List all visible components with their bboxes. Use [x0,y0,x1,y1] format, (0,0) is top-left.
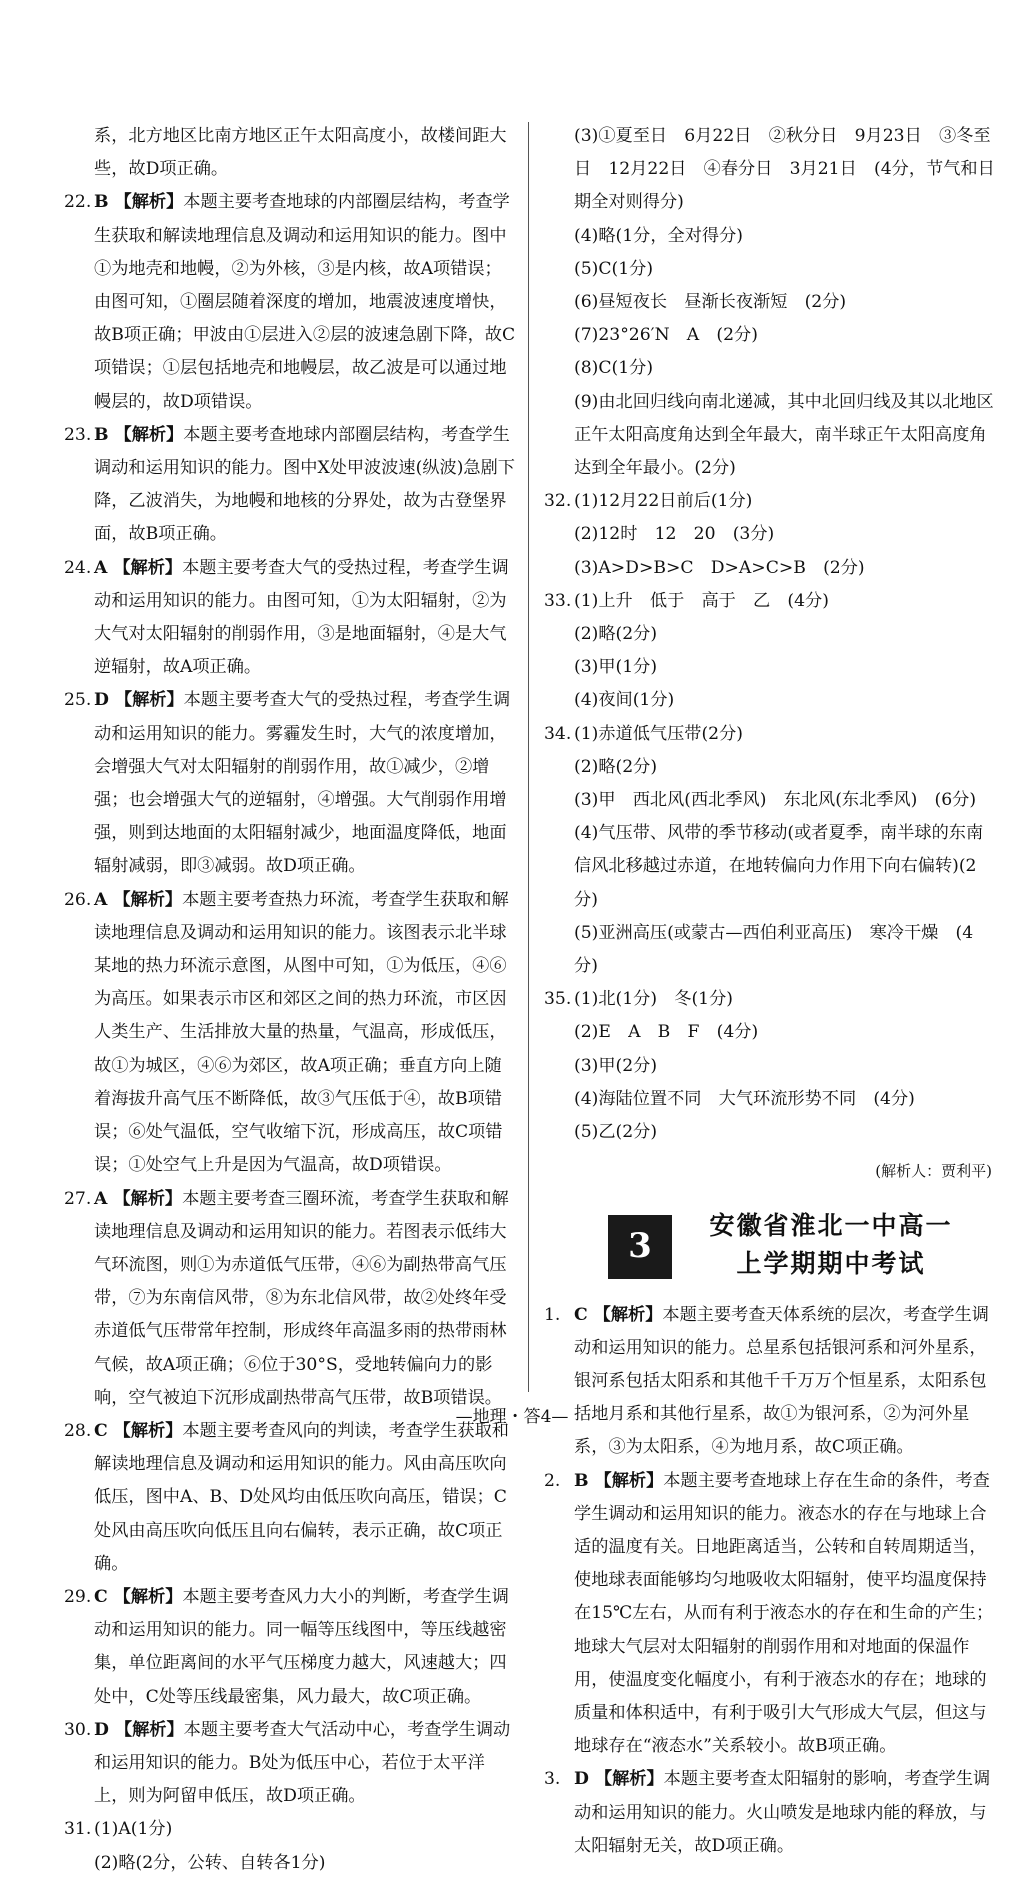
answer-label: C 【解析】 [94,1586,183,1607]
answer-item [544,983,996,1016]
question-number: 26. [64,889,92,910]
right-column [544,120,996,1863]
answer-item [64,1415,516,1581]
section-answer-list [544,1299,996,1863]
answer-text: (8)C(1分) [574,358,654,379]
answer-text: 本题主要考查天体系统的层次，考查学生调动和运用知识的能力。总星系包括银河系和河外星系，银河系包括太阳系和其他千千万万个恒星系，太阳系包括地月系和其他行星系，故①为银河系，②为河外星系，③为太阳系，④为地月系，故C项正确。 [574,1304,989,1458]
question-number: 23. [64,424,92,445]
answer-item [544,1050,996,1083]
answer-label: D 【解析】 [94,1719,184,1740]
answer-text: 本题主要考查热力环流，考查学生获取和解读地理信息及调动和运用知识的能力。该图表示北半球某地的热力环流示意图，从图中可知，①为低压，④⑥为高压。如果表示市区和郊区之间的热力环流，市区因人类生产、生活排放大量的热量，气温高，形成低压，故①为城区，④⑥为郊区，故A项正确；垂直方向上随着海拔升高气压不断降低，故③气压低于④，故B项错误；⑥处气温低，空气收缩下沉，形成高压，故C项错误；①处空气上升是因为气温高，故D项错误。 [94,889,509,1176]
answer-text: (2)E A B F (4分) [574,1022,759,1043]
answer-label: B 【解析】 [574,1470,664,1491]
answer-item [64,1714,516,1814]
answer-item [544,751,996,784]
answer-text: (9)由北回归线向南北递减，其中北回归线及其以北地区正午太阳高度角达到全年最大，南半球正午太阳高度角达到全年最小。(2分) [574,391,994,479]
answer-item [64,684,516,883]
answer-item [544,718,996,751]
section-header [544,1205,996,1289]
answer-text: 本题主要考查大气的受热过程，考查学生调动和运用知识的能力。雾霾发生时，大气的浓度增加，会增强大气对太阳辐射的削弱作用，故①减少，②增强；也会增强大气的逆辐射，④增强。大气削弱作用增强，则到达地面的太阳辐射减少，地面温度降低，地面辐射减弱，即③减弱。故D项正确。 [94,690,511,877]
page-footer: —地理・答4— [455,1407,569,1427]
question-number: 28. [64,1420,92,1441]
answer-text: (3)①夏至日 6月22日 ②秋分日 9月23日 ③冬至日 12月22日 ④春分日 3月21日 (4分，节气和日期全对则得分) [574,126,995,213]
answer-text: 本题主要考查地球上存在生命的条件，考查学生调动和运用知识的能力。液态水的存在与地球上合适的温度有关。日地距离适当，公转和自转周期适当，使地球表面能够均匀地吸收太阳辐射，使平均温度保持在15℃左右，从而有利于液态水的存在和生命的产生；地球大气层对太阳辐射的削弱作用和对地面的保温作用，使温度变化幅度小，有利于液态水的存在；地球的质量和体积适中，有利于吸引大气形成大气层，但这与地球存在“液态水”关系较小。故B项正确。 [574,1470,994,1757]
answer-item [64,186,516,418]
answer-text: (4)略(1分，全对得分) [574,225,744,246]
answer-item [544,1465,996,1764]
section-number-badge: 3 [608,1215,672,1279]
answer-item [544,386,996,486]
answer-label: D 【解析】 [94,690,184,711]
answer-item [64,552,516,685]
answer-label: A 【解析】 [94,889,183,910]
answer-text: (4)夜间(1分) [574,690,675,711]
answer-item [544,917,996,983]
answer-label: A 【解析】 [94,557,183,578]
answer-item [64,1813,516,1846]
answer-text: 本题主要考查三圈环流，考查学生获取和解读地理信息及调动和运用知识的能力。若图表示低纬大气环流图，则①为赤道低气压带，④⑥为副热带高气压带，⑦为东南信风带，⑧为东北信风带，故②处终年受赤道低气压带常年控制，形成终年高温多雨的热带雨林气候，故A项正确；⑥位于30°S，受地转偏向力的影响，空气被迫下沉形成副热带高气压带，故B项错误。 [94,1188,509,1408]
answer-text: 本题主要考查大气的受热过程，考查学生调动和运用知识的能力。由图可知，①为太阳辐射，②为大气对太阳辐射的削弱作用，③是地面辐射，④是大气逆辐射，故A项正确。 [94,557,509,678]
answer-item [544,1016,996,1049]
answer-text: (4)气压带、风带的季节移动(或者夏季，南半球的东南信风北移越过赤道，在地转偏向力作用下向右偏转)(2分) [574,823,984,910]
answer-item [544,1763,996,1863]
question-number: 35. [544,989,572,1010]
answer-text: (4)海陆位置不同 大气环流形势不同 (4分) [574,1088,915,1109]
answer-text: (2)略(2分) [574,624,658,645]
answer-item [544,286,996,319]
answer-text: (6)昼短夜长 昼渐长夜渐短 (2分) [574,292,847,313]
question-number: 31. [64,1819,92,1840]
answer-text: (3)甲 西北风(西北季风) 东北风(东北季风) (6分) [574,790,977,811]
question-number: 24. [64,557,92,578]
answer-item [544,352,996,385]
question-number: 34. [544,723,572,744]
answer-text: 本题主要考查大气活动中心，考查学生调动和运用知识的能力。B处为低压中心，若位于太平洋上，则为阿留申低压，故D项正确。 [94,1719,511,1807]
answer-item [544,1299,996,1465]
answer-item [64,1581,516,1714]
section-title-line1: 安徽省淮北一中高一 [709,1210,953,1240]
answer-text: (3)甲(1分) [574,657,658,678]
answer-item [544,585,996,618]
answer-item [544,651,996,684]
question-number: 32. [544,491,572,512]
answer-label: D 【解析】 [574,1769,664,1790]
question-number: 30. [64,1719,92,1740]
answer-item [64,884,516,1183]
answer-text: 本题主要考查地球内部圈层结构，考查学生调动和运用知识的能力。图中X处甲波波速(纵波)急剧下降，乙波消失，为地幔和地核的分界处，故为古登堡界面，故B项正确。 [94,424,515,545]
question-number: 2. [544,1470,561,1491]
answer-item [544,784,996,817]
question-number: 27. [64,1188,92,1209]
answer-text: (1)上升 低于 高于 乙 (4分) [574,590,829,611]
answer-label: A 【解析】 [94,1188,183,1209]
question-number: 22. [64,192,92,213]
answer-item [544,1116,996,1149]
answer-item [544,1083,996,1116]
answer-item [544,618,996,651]
question-number: 33. [544,590,572,611]
answer-text: 系，北方地区比南方地区正午太阳高度小，故楼间距大些，故D项正确。 [94,126,507,180]
answer-item [64,419,516,552]
answer-item [64,120,516,186]
answer-text: (5)乙(2分) [574,1122,658,1143]
answer-text: (2)12时 12 20 (3分) [574,524,775,545]
answer-item [64,1183,516,1415]
answer-item [544,120,996,220]
section-title [686,1207,976,1283]
answer-text: (1)赤道低气压带(2分) [574,723,744,744]
answer-item [544,319,996,352]
answer-text: 本题主要考查风力大小的判断，考查学生调动和运用知识的能力。同一幅等压线图中，等压线越密集，单位距离间的水平气压梯度力越大，风速越大；四处中，C处等压线最密集，风力最大，故C项正确。 [94,1586,509,1707]
answer-label: B 【解析】 [94,192,184,213]
answer-text: (7)23°26′N A (2分) [574,325,758,346]
answer-item [544,518,996,551]
left-column [64,120,516,1880]
right-answer-list [544,120,996,1149]
analyst-credit: (解析人：贾利平) [875,1162,992,1181]
answer-text: (5)C(1分) [574,258,654,279]
answer-text: (1)北(1分) 冬(1分) [574,989,733,1010]
answer-item [544,485,996,518]
answer-item [544,817,996,917]
answer-text: 本题主要考查地球的内部圈层结构，考查学生获取和解读地理信息及调动和运用知识的能力。图中①为地壳和地幔，②为外核，③是内核，故A项错误；由图可知，①圈层随着深度的增加，地震波速度增快，故B项正确；甲波由①层进入②层的波速急剧下降，故C项错误；①层包括地壳和地幔层，故乙波是可以通过地幔层的，故D项错误。 [94,192,516,412]
answer-item [544,253,996,286]
answer-text: (1)A(1分) [94,1819,173,1840]
question-number: 1. [544,1304,561,1325]
question-number: 25. [64,690,92,711]
answer-text: (5)亚洲高压(或蒙古—西伯利亚高压) 寒冷干燥 (4分) [574,922,974,977]
answer-text: 本题主要考查风向的判读，考查学生获取和解读地理信息及调动和运用知识的能力。风由高压吹向低压，图中A、B、D处风均由低压吹向高压，错误；C处风由高压吹向低压且向右偏转，表示正确，故C项正确。 [94,1420,509,1574]
answer-text: (3)A>D>B>C D>A>C>B (2分) [574,557,865,578]
question-number: 3. [544,1769,561,1790]
answer-text: 本题主要考查太阳辐射的影响，考查学生调动和运用知识的能力。火山喷发是地球内能的释放，与太阳辐射无关，故D项正确。 [574,1769,991,1856]
answer-item [64,1847,516,1880]
column-divider [528,122,529,1392]
answer-text: (1)12月22日前后(1分) [574,491,753,512]
answer-label: C 【解析】 [574,1304,663,1325]
question-number: 29. [64,1586,92,1607]
answer-text: (2)略(2分) [574,756,658,777]
answer-item [544,684,996,717]
answer-text: (2)略(2分，公转、自转各1分) [94,1852,326,1873]
answer-item [544,552,996,585]
answer-label: B 【解析】 [94,424,184,445]
answer-label: C 【解析】 [94,1420,183,1441]
section-title-line2: 上学期期中考试 [736,1248,926,1278]
answer-text: (3)甲(2分) [574,1055,658,1076]
answer-item [544,220,996,253]
